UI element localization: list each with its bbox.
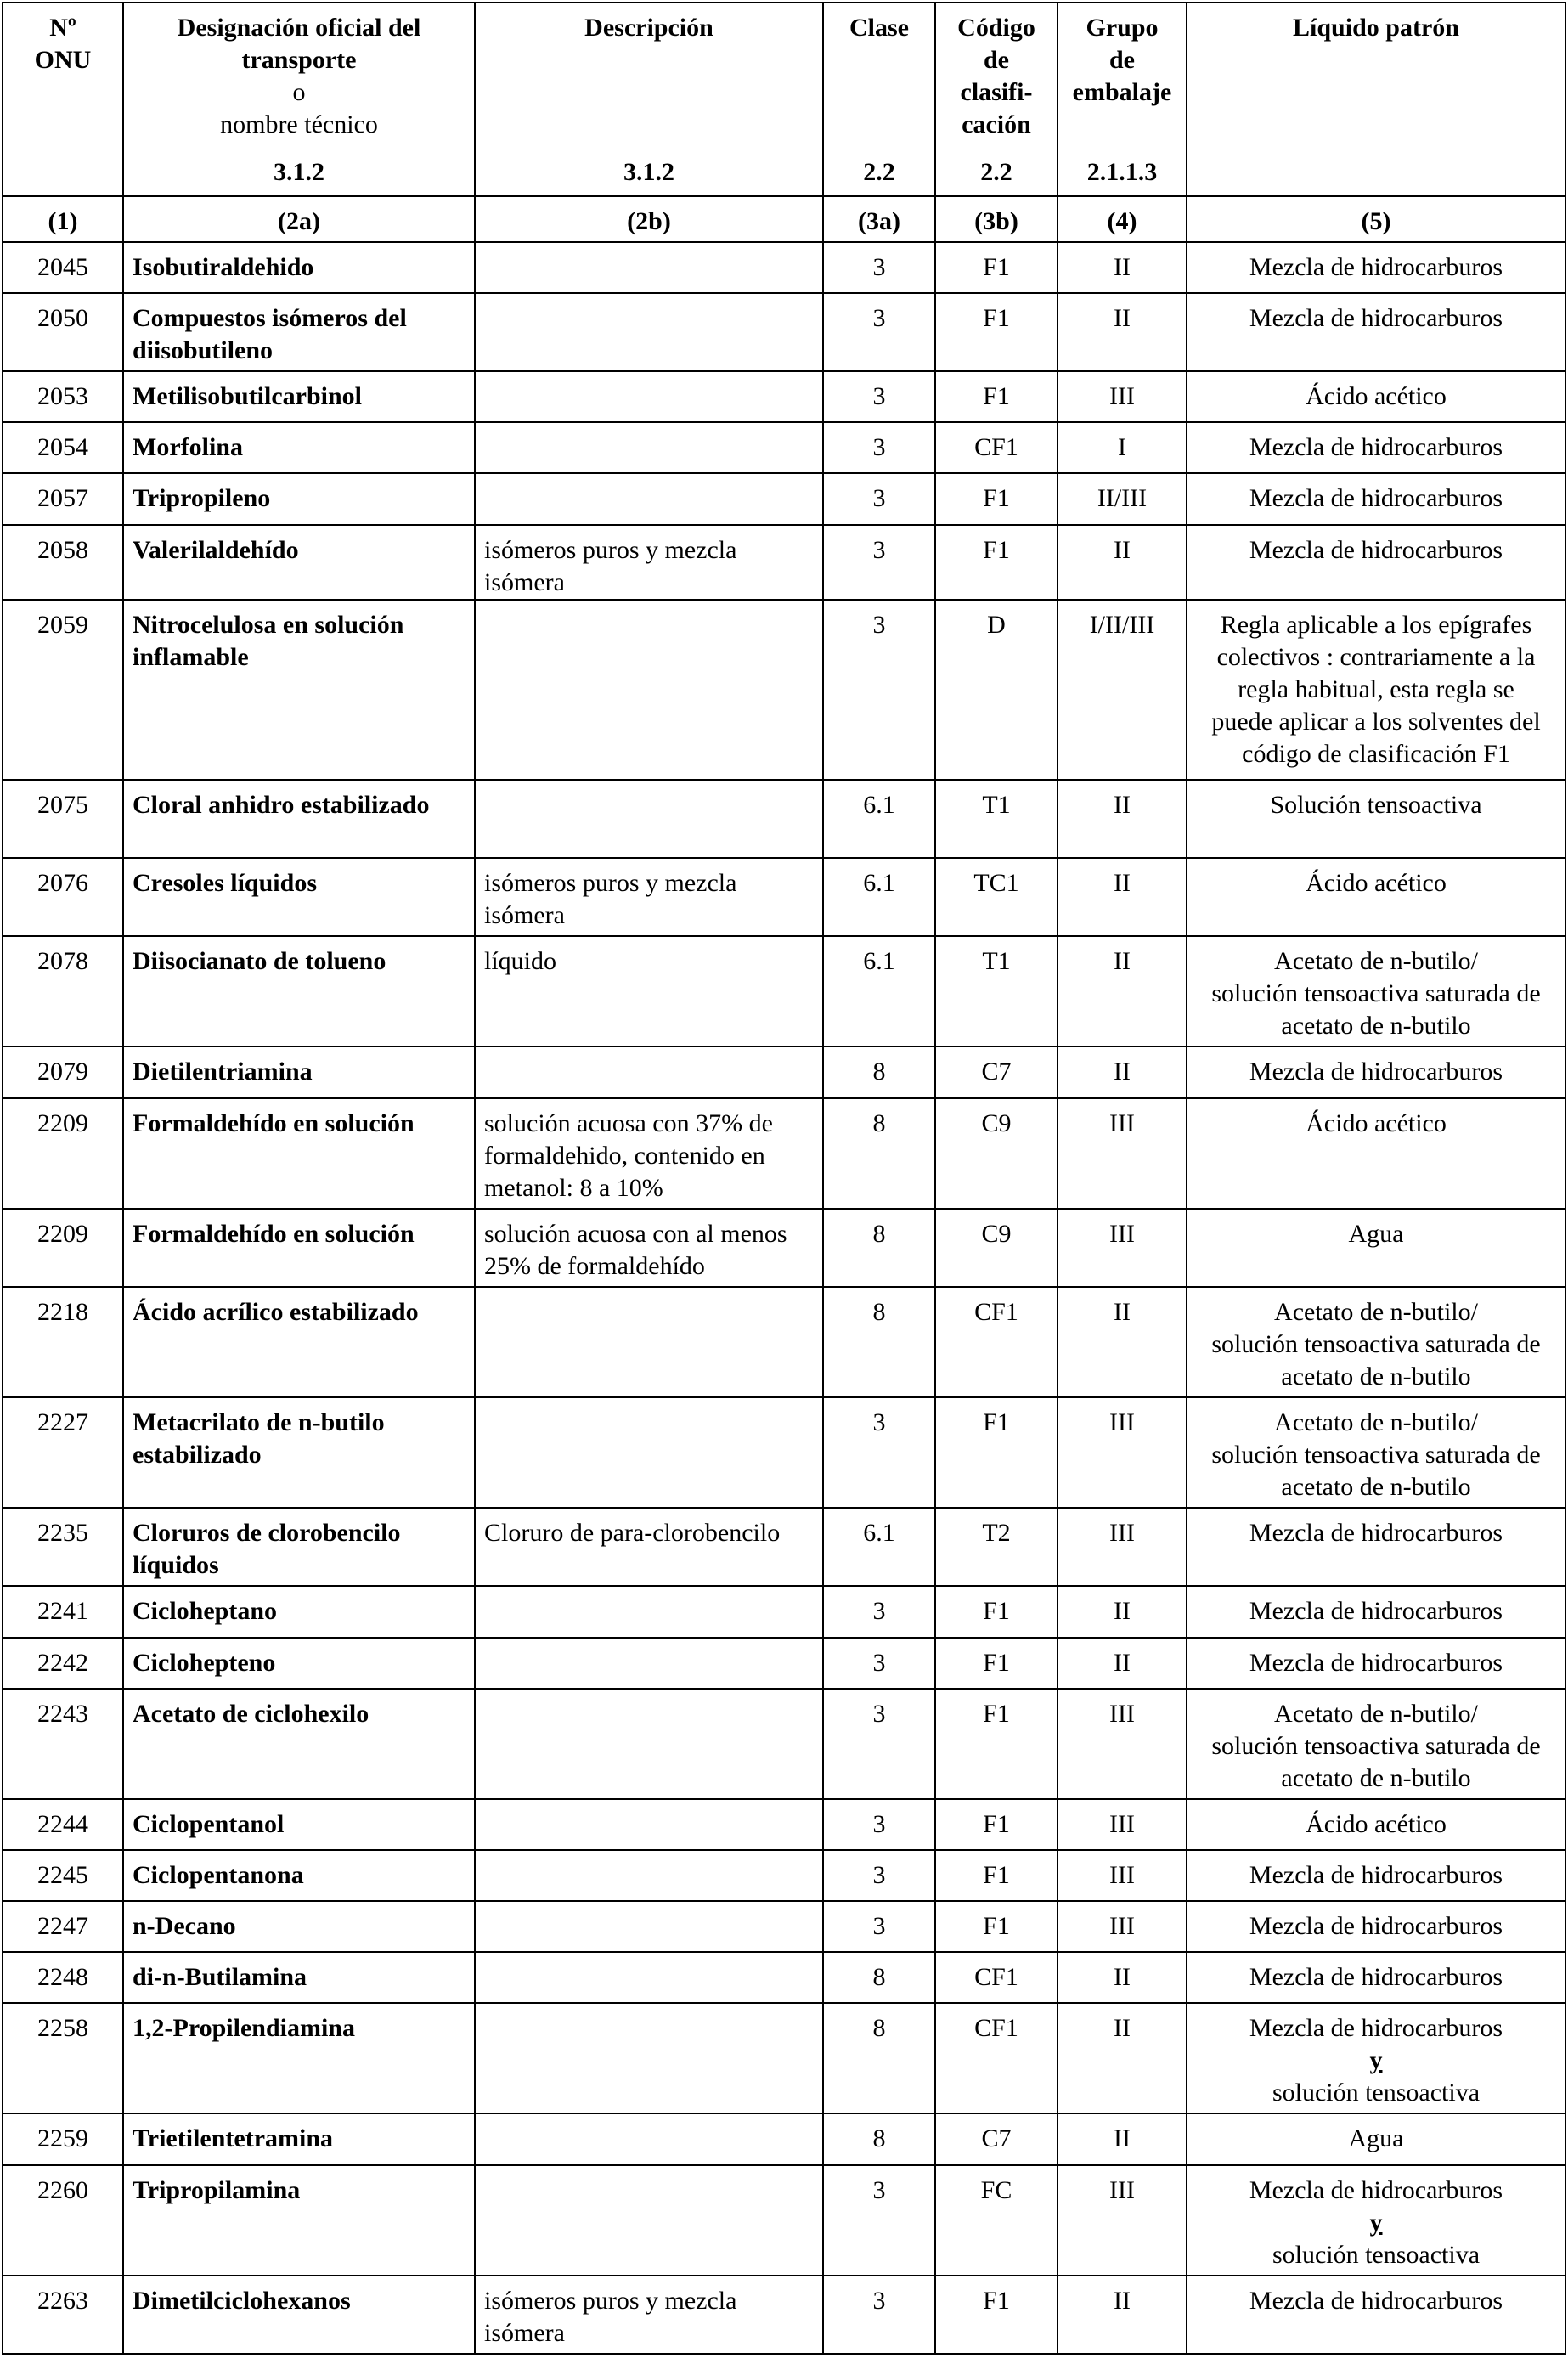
cell-packing-group: II xyxy=(1058,2113,1187,2164)
cell-un-number: 2076 xyxy=(3,858,123,936)
cell-official-name: 1,2-Propilendiamina xyxy=(123,2003,475,2113)
cell-description xyxy=(475,780,823,858)
colnum-2a: (2a) xyxy=(123,196,475,242)
cell-classification-code: C7 xyxy=(935,2113,1058,2164)
cell-un-number: 2247 xyxy=(3,1901,123,1952)
cell-packing-group: II xyxy=(1058,1586,1187,1637)
liquid-conjunction: y xyxy=(1369,2208,1383,2237)
header-un-number-line1: Nº xyxy=(49,14,76,42)
table-row xyxy=(3,2165,1565,2276)
header-description-label: Descripción xyxy=(584,14,713,42)
liquid-line: Ácido acético xyxy=(1306,1809,1447,1838)
table-row xyxy=(3,242,1565,293)
cell-official-name: Formaldehído en solución xyxy=(123,1209,475,1287)
cell-classification-code: F1 xyxy=(935,242,1058,293)
liquid-line: acetato de n-butilo xyxy=(1281,1362,1471,1391)
cell-class: 6.1 xyxy=(823,936,935,1046)
cell-packing-group: III xyxy=(1058,1397,1187,1508)
liquid-line: Mezcla de hidrocarburos xyxy=(1249,1648,1503,1677)
header-code-ref: 2.2 xyxy=(980,158,1012,186)
header-class-ref: 2.2 xyxy=(863,158,895,186)
cell-official-name: Diisocianato de tolueno xyxy=(123,936,475,1046)
liquid-line: Mezcla de hidrocarburos xyxy=(1249,304,1503,333)
header-code-line2: de xyxy=(984,46,1009,74)
cell-description: líquido xyxy=(475,936,823,1046)
liquid-line: Mezcla de hidrocarburos xyxy=(1249,1963,1503,1992)
cell-packing-group: II xyxy=(1058,858,1187,936)
table-row xyxy=(3,2276,1565,2354)
cell-un-number: 2245 xyxy=(3,1850,123,1901)
cell-class: 3 xyxy=(823,600,935,780)
header-code-line1: Código xyxy=(957,14,1035,42)
cell-official-name: di-n-Butilamina xyxy=(123,1952,475,2003)
cell-class: 3 xyxy=(823,525,935,600)
liquid-line: Mezcla de hidrocarburos xyxy=(1249,1519,1503,1548)
liquid-line: Mezcla de hidrocarburos xyxy=(1249,1597,1503,1626)
cell-standard-liquid xyxy=(1187,1689,1565,1799)
cell-classification-code: F1 xyxy=(935,1397,1058,1508)
cell-standard-liquid xyxy=(1187,600,1565,780)
header-code-line3: clasifi- xyxy=(960,78,1033,106)
cell-description xyxy=(475,1901,823,1952)
cell-classification-code: FC xyxy=(935,2165,1058,2276)
cell-standard-liquid xyxy=(1187,1952,1565,2003)
cell-description xyxy=(475,600,823,780)
cell-un-number: 2209 xyxy=(3,1098,123,1209)
cell-official-name: Ciclohepteno xyxy=(123,1638,475,1689)
cell-description: Cloruro de para-clorobencilo xyxy=(475,1508,823,1586)
cell-description: solución acuosa con 37% de formaldehido, contenido en metanol: 8 a 10% xyxy=(475,1098,823,1209)
cell-un-number: 2045 xyxy=(3,242,123,293)
header-class xyxy=(823,3,935,196)
cell-class: 8 xyxy=(823,1046,935,1097)
cell-description xyxy=(475,371,823,422)
header-description-ref: 3.1.2 xyxy=(623,158,674,186)
cell-official-name: Cresoles líquidos xyxy=(123,858,475,936)
cell-classification-code: F1 xyxy=(935,1799,1058,1850)
cell-classification-code: F1 xyxy=(935,1850,1058,1901)
liquid-line: Mezcla de hidrocarburos xyxy=(1249,1912,1503,1941)
cell-official-name: n-Decano xyxy=(123,1901,475,1952)
header-packing-group xyxy=(1058,3,1187,196)
liquid-line: Mezcla de hidrocarburos xyxy=(1249,1058,1503,1086)
cell-packing-group: II xyxy=(1058,2276,1187,2354)
cell-official-name: Metilisobutilcarbinol xyxy=(123,371,475,422)
liquid-line: Mezcla de hidrocarburos xyxy=(1249,2014,1503,2043)
cell-classification-code: F1 xyxy=(935,1638,1058,1689)
cell-class: 6.1 xyxy=(823,858,935,936)
header-code-line4: cación xyxy=(962,110,1031,138)
cell-classification-code: T2 xyxy=(935,1508,1058,1586)
header-official-name-line4: nombre técnico xyxy=(220,110,378,138)
colnum-2b: (2b) xyxy=(475,196,823,242)
cell-un-number: 2241 xyxy=(3,1586,123,1637)
cell-un-number: 2227 xyxy=(3,1397,123,1508)
cell-standard-liquid xyxy=(1187,1209,1565,1287)
table-row xyxy=(3,1209,1565,1287)
cell-official-name: Tripropilamina xyxy=(123,2165,475,2276)
cell-description xyxy=(475,1397,823,1508)
table-row xyxy=(3,473,1565,524)
cell-classification-code: F1 xyxy=(935,525,1058,600)
colnum-5: (5) xyxy=(1187,196,1565,242)
cell-packing-group: III xyxy=(1058,1799,1187,1850)
cell-official-name: Ciclopentanona xyxy=(123,1850,475,1901)
table-row xyxy=(3,936,1565,1046)
liquid-line: solución tensoactiva saturada de xyxy=(1211,1731,1541,1760)
table-row xyxy=(3,293,1565,371)
cell-packing-group: III xyxy=(1058,371,1187,422)
liquid-line: puede aplicar a los solventes del xyxy=(1211,707,1541,736)
cell-packing-group: II xyxy=(1058,1952,1187,2003)
cell-official-name: Isobutiraldehido xyxy=(123,242,475,293)
table-row xyxy=(3,1952,1565,2003)
cell-class: 3 xyxy=(823,371,935,422)
cell-classification-code: T1 xyxy=(935,936,1058,1046)
cell-packing-group: III xyxy=(1058,1508,1187,1586)
cell-description: isómeros puros y mezcla isómera xyxy=(475,858,823,936)
cell-standard-liquid xyxy=(1187,2276,1565,2354)
cell-un-number: 2059 xyxy=(3,600,123,780)
cell-class: 3 xyxy=(823,1397,935,1508)
cell-standard-liquid xyxy=(1187,1901,1565,1952)
cell-classification-code: CF1 xyxy=(935,2003,1058,2113)
cell-official-name: Ciclopentanol xyxy=(123,1799,475,1850)
cell-standard-liquid xyxy=(1187,1586,1565,1637)
cell-standard-liquid xyxy=(1187,1508,1565,1586)
cell-classification-code: T1 xyxy=(935,780,1058,858)
table-row xyxy=(3,1046,1565,1097)
cell-class: 8 xyxy=(823,2003,935,2113)
header-pg-line1: Grupo xyxy=(1086,14,1159,42)
cell-official-name: Cloral anhidro estabilizado xyxy=(123,780,475,858)
liquid-line: solución tensoactiva saturada de xyxy=(1211,1329,1541,1358)
liquid-line: Solución tensoactiva xyxy=(1270,790,1482,819)
cell-classification-code: C7 xyxy=(935,1046,1058,1097)
cell-class: 3 xyxy=(823,242,935,293)
table-row xyxy=(3,1850,1565,1901)
table-row xyxy=(3,1508,1565,1586)
cell-official-name: Trietilentetramina xyxy=(123,2113,475,2164)
cell-packing-group: II xyxy=(1058,242,1187,293)
cell-description xyxy=(475,2165,823,2276)
liquid-line: Mezcla de hidrocarburos xyxy=(1249,2175,1503,2204)
cell-packing-group: II xyxy=(1058,1046,1187,1097)
header-standard-liquid-label: Líquido patrón xyxy=(1293,14,1459,42)
liquid-line: acetato de n-butilo xyxy=(1281,1012,1471,1041)
cell-description xyxy=(475,1799,823,1850)
cell-description xyxy=(475,293,823,371)
header-official-name xyxy=(123,3,475,196)
header-un-number-line2: ONU xyxy=(34,46,92,74)
cell-classification-code: C9 xyxy=(935,1209,1058,1287)
liquid-line: Mezcla de hidrocarburos xyxy=(1249,2286,1503,2315)
table-row xyxy=(3,1901,1565,1952)
header-official-name-line2: transporte xyxy=(241,46,357,74)
liquid-line: Ácido acético xyxy=(1306,382,1447,411)
cell-un-number: 2050 xyxy=(3,293,123,371)
column-number-row xyxy=(3,196,1565,242)
cell-classification-code: F1 xyxy=(935,371,1058,422)
cell-packing-group: I/II/III xyxy=(1058,600,1187,780)
cell-classification-code: CF1 xyxy=(935,422,1058,473)
cell-standard-liquid xyxy=(1187,2003,1565,2113)
liquid-line: Ácido acético xyxy=(1306,869,1447,898)
cell-class: 6.1 xyxy=(823,1508,935,1586)
cell-official-name: Cicloheptano xyxy=(123,1586,475,1637)
table-row xyxy=(3,525,1565,600)
cell-official-name: Metacrilato de n-butilo estabilizado xyxy=(123,1397,475,1508)
cell-packing-group: III xyxy=(1058,1098,1187,1209)
liquid-line: Mezcla de hidrocarburos xyxy=(1249,484,1503,513)
cell-packing-group: III xyxy=(1058,1689,1187,1799)
cell-un-number: 2243 xyxy=(3,1689,123,1799)
table-row xyxy=(3,1287,1565,1397)
table-row xyxy=(3,1397,1565,1508)
cell-standard-liquid xyxy=(1187,1098,1565,1209)
table-row xyxy=(3,1799,1565,1850)
cell-un-number: 2053 xyxy=(3,371,123,422)
liquid-line: solución tensoactiva saturada de xyxy=(1211,1441,1541,1470)
liquid-line: Mezcla de hidrocarburos xyxy=(1249,1860,1503,1889)
cell-classification-code: F1 xyxy=(935,1586,1058,1637)
table-row xyxy=(3,2113,1565,2164)
liquid-line: Acetato de n-butilo/ xyxy=(1274,947,1478,976)
cell-description xyxy=(475,1046,823,1097)
cell-un-number: 2209 xyxy=(3,1209,123,1287)
cell-un-number: 2263 xyxy=(3,2276,123,2354)
cell-official-name: Dietilentriamina xyxy=(123,1046,475,1097)
cell-packing-group: I xyxy=(1058,422,1187,473)
cell-standard-liquid xyxy=(1187,1799,1565,1850)
liquid-line: Agua xyxy=(1348,1219,1404,1248)
cell-class: 3 xyxy=(823,1689,935,1799)
cell-un-number: 2054 xyxy=(3,422,123,473)
colnum-1: (1) xyxy=(3,196,123,242)
liquid-line: acetato de n-butilo xyxy=(1281,1473,1471,1502)
cell-class: 8 xyxy=(823,1952,935,2003)
cell-description: isómeros puros y mezcla isómera xyxy=(475,2276,823,2354)
colnum-3a: (3a) xyxy=(823,196,935,242)
liquid-line: Mezcla de hidrocarburos xyxy=(1249,433,1503,462)
header-pg-line3: embalaje xyxy=(1072,78,1172,106)
cell-class: 3 xyxy=(823,1799,935,1850)
liquid-line: Mezcla de hidrocarburos xyxy=(1249,535,1503,564)
cell-packing-group: II xyxy=(1058,936,1187,1046)
header-row xyxy=(3,3,1565,196)
cell-standard-liquid xyxy=(1187,242,1565,293)
cell-standard-liquid xyxy=(1187,1850,1565,1901)
liquid-line: Agua xyxy=(1348,2124,1404,2153)
cell-packing-group: III xyxy=(1058,1901,1187,1952)
cell-un-number: 2058 xyxy=(3,525,123,600)
cell-official-name: Tripropileno xyxy=(123,473,475,524)
cell-standard-liquid xyxy=(1187,293,1565,371)
cell-packing-group: III xyxy=(1058,1209,1187,1287)
cell-description xyxy=(475,1638,823,1689)
cell-official-name: Cloruros de clorobencilo líquidos xyxy=(123,1508,475,1586)
cell-standard-liquid xyxy=(1187,1638,1565,1689)
table-row xyxy=(3,1586,1565,1637)
table-row xyxy=(3,858,1565,936)
liquid-line: Mezcla de hidrocarburos xyxy=(1249,253,1503,281)
liquid-line: solución tensoactiva xyxy=(1272,2240,1481,2269)
cell-description xyxy=(475,242,823,293)
cell-classification-code: TC1 xyxy=(935,858,1058,936)
liquid-line: solución tensoactiva saturada de xyxy=(1211,979,1541,1008)
cell-class: 3 xyxy=(823,2276,935,2354)
cell-classification-code: D xyxy=(935,600,1058,780)
cell-un-number: 2260 xyxy=(3,2165,123,2276)
table-row xyxy=(3,1638,1565,1689)
cell-packing-group: II xyxy=(1058,1287,1187,1397)
cell-standard-liquid xyxy=(1187,1397,1565,1508)
cell-classification-code: F1 xyxy=(935,293,1058,371)
cell-class: 3 xyxy=(823,1638,935,1689)
cell-classification-code: F1 xyxy=(935,2276,1058,2354)
cell-class: 6.1 xyxy=(823,780,935,858)
cell-un-number: 2242 xyxy=(3,1638,123,1689)
cell-official-name: Formaldehído en solución xyxy=(123,1098,475,1209)
cell-class: 3 xyxy=(823,1586,935,1637)
cell-classification-code: CF1 xyxy=(935,1287,1058,1397)
cell-packing-group: III xyxy=(1058,2165,1187,2276)
cell-class: 3 xyxy=(823,2165,935,2276)
cell-standard-liquid xyxy=(1187,473,1565,524)
cell-class: 8 xyxy=(823,2113,935,2164)
cell-classification-code: F1 xyxy=(935,1689,1058,1799)
cell-packing-group: III xyxy=(1058,1850,1187,1901)
cell-description xyxy=(475,1952,823,2003)
liquid-line: Acetato de n-butilo/ xyxy=(1274,1699,1478,1728)
liquid-line: Acetato de n-butilo/ xyxy=(1274,1297,1478,1326)
header-classification-code xyxy=(935,3,1058,196)
cell-standard-liquid xyxy=(1187,2165,1565,2276)
cell-standard-liquid xyxy=(1187,858,1565,936)
cell-class: 3 xyxy=(823,1850,935,1901)
liquid-line: colectivos : contrariamente a la xyxy=(1216,642,1536,671)
cell-packing-group: II xyxy=(1058,293,1187,371)
header-official-name-line1: Designación oficial del xyxy=(177,14,421,42)
cell-standard-liquid xyxy=(1187,371,1565,422)
colnum-3b: (3b) xyxy=(935,196,1058,242)
cell-description xyxy=(475,473,823,524)
cell-packing-group: II/III xyxy=(1058,473,1187,524)
cell-official-name: Valerilaldehído xyxy=(123,525,475,600)
liquid-line: Acetato de n-butilo/ xyxy=(1274,1408,1478,1437)
cell-packing-group: II xyxy=(1058,525,1187,600)
cell-description xyxy=(475,2003,823,2113)
liquid-line: acetato de n-butilo xyxy=(1281,1763,1471,1792)
cell-description xyxy=(475,1586,823,1637)
cell-class: 8 xyxy=(823,1209,935,1287)
cell-description: solución acuosa con al menos 25% de formaldehído xyxy=(475,1209,823,1287)
cell-standard-liquid xyxy=(1187,422,1565,473)
liquid-line: solución tensoactiva xyxy=(1272,2079,1481,2107)
header-pg-ref: 2.1.1.3 xyxy=(1086,158,1158,186)
cell-classification-code: F1 xyxy=(935,1901,1058,1952)
liquid-line: Ácido acético xyxy=(1306,1108,1447,1137)
cell-un-number: 2248 xyxy=(3,1952,123,2003)
cell-description xyxy=(475,2113,823,2164)
cell-official-name: Nitrocelulosa en solución inflamable xyxy=(123,600,475,780)
cell-standard-liquid xyxy=(1187,2113,1565,2164)
cell-packing-group: II xyxy=(1058,780,1187,858)
cell-standard-liquid xyxy=(1187,1287,1565,1397)
cell-un-number: 2244 xyxy=(3,1799,123,1850)
header-official-name-ref: 3.1.2 xyxy=(274,158,324,186)
table-row xyxy=(3,1689,1565,1799)
cell-standard-liquid xyxy=(1187,525,1565,600)
liquid-conjunction: y xyxy=(1369,2046,1383,2075)
cell-un-number: 2258 xyxy=(3,2003,123,2113)
cell-official-name: Compuestos isómeros del diisobutileno xyxy=(123,293,475,371)
header-official-name-line3: o xyxy=(292,78,306,106)
header-description xyxy=(475,3,823,196)
header-un-number xyxy=(3,3,123,196)
cell-un-number: 2079 xyxy=(3,1046,123,1097)
table-row xyxy=(3,2003,1565,2113)
cell-official-name: Dimetilciclohexanos xyxy=(123,2276,475,2354)
cell-un-number: 2075 xyxy=(3,780,123,858)
cell-packing-group: II xyxy=(1058,1638,1187,1689)
cell-description: isómeros puros y mezcla isómera xyxy=(475,525,823,600)
cell-class: 3 xyxy=(823,473,935,524)
cell-official-name: Acetato de ciclohexilo xyxy=(123,1689,475,1799)
cell-class: 3 xyxy=(823,1901,935,1952)
table-row xyxy=(3,600,1565,780)
cell-class: 3 xyxy=(823,293,935,371)
header-standard-liquid xyxy=(1187,3,1565,196)
table-row xyxy=(3,780,1565,858)
colnum-4: (4) xyxy=(1058,196,1187,242)
cell-un-number: 2218 xyxy=(3,1287,123,1397)
cell-description xyxy=(475,1287,823,1397)
cell-official-name: Ácido acrílico estabilizado xyxy=(123,1287,475,1397)
table-body xyxy=(3,242,1565,2354)
cell-class: 8 xyxy=(823,1287,935,1397)
liquid-line: regla habitual, esta regla se xyxy=(1238,674,1514,703)
cell-class: 8 xyxy=(823,1098,935,1209)
cell-classification-code: C9 xyxy=(935,1098,1058,1209)
header-class-label: Clase xyxy=(849,14,909,42)
cell-classification-code: CF1 xyxy=(935,1952,1058,2003)
cell-description xyxy=(475,1850,823,1901)
cell-classification-code: F1 xyxy=(935,473,1058,524)
cell-class: 3 xyxy=(823,422,935,473)
cell-un-number: 2078 xyxy=(3,936,123,1046)
cell-packing-group: II xyxy=(1058,2003,1187,2113)
table-row xyxy=(3,1098,1565,1209)
cell-description xyxy=(475,422,823,473)
cell-standard-liquid xyxy=(1187,936,1565,1046)
cell-un-number: 2057 xyxy=(3,473,123,524)
dangerous-goods-table xyxy=(2,2,1566,2355)
cell-un-number: 2235 xyxy=(3,1508,123,1586)
cell-un-number: 2259 xyxy=(3,2113,123,2164)
cell-description xyxy=(475,1689,823,1799)
cell-official-name: Morfolina xyxy=(123,422,475,473)
cell-standard-liquid xyxy=(1187,780,1565,858)
liquid-line: Regla aplicable a los epígrafes xyxy=(1220,610,1532,639)
table-row xyxy=(3,371,1565,422)
table-row xyxy=(3,422,1565,473)
liquid-line: código de clasificación F1 xyxy=(1242,739,1510,768)
header-pg-line2: de xyxy=(1109,46,1135,74)
cell-standard-liquid xyxy=(1187,1046,1565,1097)
